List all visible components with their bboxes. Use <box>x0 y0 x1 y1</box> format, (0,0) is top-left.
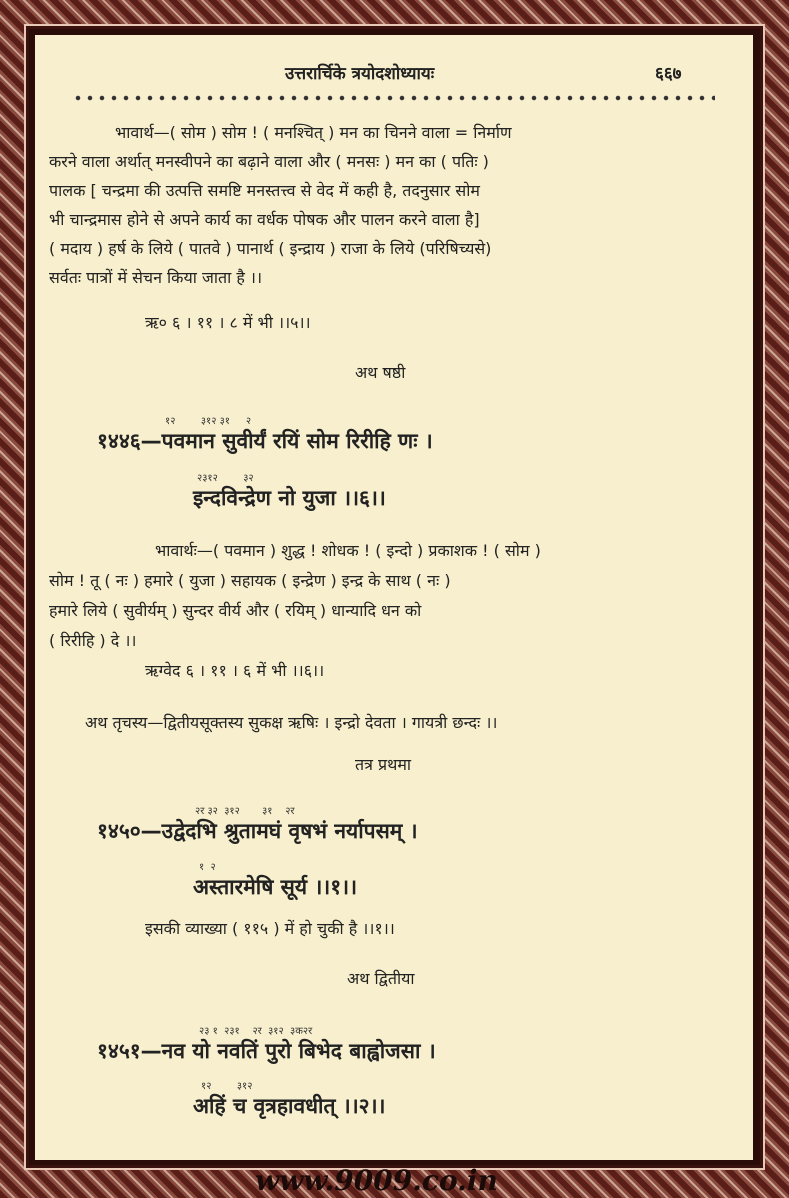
reference-line: इसकी व्याख्या ( ११५ ) में हो चुकी है ।।१।। <box>145 919 395 938</box>
section-heading: अथ षष्ठी <box>355 363 406 382</box>
sukta-intro: अथ तृचस्य—द्वितीयसूक्तस्य सुकक्ष ऋषिः । इन्द्रो देवता । गायत्री छन्दः ।। <box>85 713 498 732</box>
text-line: भावार्थ—( सोम ) सोम ! ( मनश्चित् ) मन का चिनने वाला = निर्माण <box>115 123 512 142</box>
chapter-title: उत्तरार्चिके त्रयोदशोध्यायः <box>285 64 435 84</box>
accent-marks: २३१२ ३२ <box>197 473 254 484</box>
text-line: भावार्थः—( पवमान ) शुद्ध ! शोधक ! ( इन्दो ) प्रकाशक ! ( सोम ) <box>155 541 541 560</box>
section-heading: अथ द्वितीया <box>347 969 415 988</box>
page-header <box>35 55 753 87</box>
accent-marks: १२ ३१२ ३१ २ <box>165 416 252 427</box>
ornamental-rule <box>75 95 715 101</box>
text-line: ( मदाय ) हर्ष के लिये ( पातवे ) पानार्थ ( इन्द्राय ) राजा के लिये (परिषिच्यसे) <box>49 239 492 258</box>
reference-line: ऋ० ६ । ११ । ८ में भी ।।५।। <box>145 313 311 332</box>
page-number: ६६७ <box>655 64 682 84</box>
website-url: www.9009.co.in <box>255 1164 498 1197</box>
mantra-line: इन्दविन्द्रेण नो युजा ।।६।। <box>193 486 386 510</box>
accent-marks: १२ ३१२ <box>201 1081 253 1092</box>
accent-marks: २र ३२ ३१२ ३१ २र <box>195 806 295 817</box>
mantra-line: अस्तारमेषि सूर्य ।।१।। <box>193 875 358 899</box>
text-line: सर्वतः पात्रों में सेचन किया जाता है ।। <box>49 268 263 287</box>
text-line: पालक [ चन्द्रमा की उत्पत्ति समष्टि मनस्तत्त्व से वेद में कही है, तदनुसार सोम <box>49 181 480 200</box>
accent-marks: १ २ <box>199 862 216 873</box>
scanned-page <box>35 35 753 1160</box>
mantra-line: १४५०—उद्वेदभि श्रुतामघं वृषभं नर्यापसम् । <box>97 819 418 843</box>
mantra-line: अहिं च वृत्रहावधीत् ।।२।। <box>193 1094 386 1118</box>
text-line: करने वाला अर्थात् मनस्वीपने का बढ़ाने वाला और ( मनसः ) मन का ( पतिः ) <box>49 152 489 171</box>
text-line: भी चान्द्रमास होने से अपने कार्य का वर्धक पोषक और पालन करने वाला है] <box>49 210 480 229</box>
mantra-line: १४४६—पवमान सुवीर्यं रयिं सोम रिरीहि णः । <box>97 429 433 453</box>
section-heading: तत्र प्रथमा <box>355 755 412 774</box>
text-line: सोम ! तू ( नः ) हमारे ( युजा ) सहायक ( इन्द्रेण ) इन्द्र के साथ ( नः ) <box>49 571 451 590</box>
text-line: हमारे लिये ( सुवीर्यम् ) सुन्दर वीर्य और ( रयिम् ) धान्यादि धन को <box>49 601 422 620</box>
accent-marks: २३ १ २३१ २र ३१२ ३क२र <box>199 1026 313 1037</box>
mantra-line: १४५१—नव यो नवतिं पुरो बिभेद बाह्वोजसा । <box>97 1039 436 1063</box>
text-line: ( रिरीहि ) दे ।। <box>49 631 137 650</box>
reference-line: ऋग्वेद ६ । ११ । ६ में भी ।।६।। <box>145 661 325 680</box>
footer <box>0 1162 789 1198</box>
